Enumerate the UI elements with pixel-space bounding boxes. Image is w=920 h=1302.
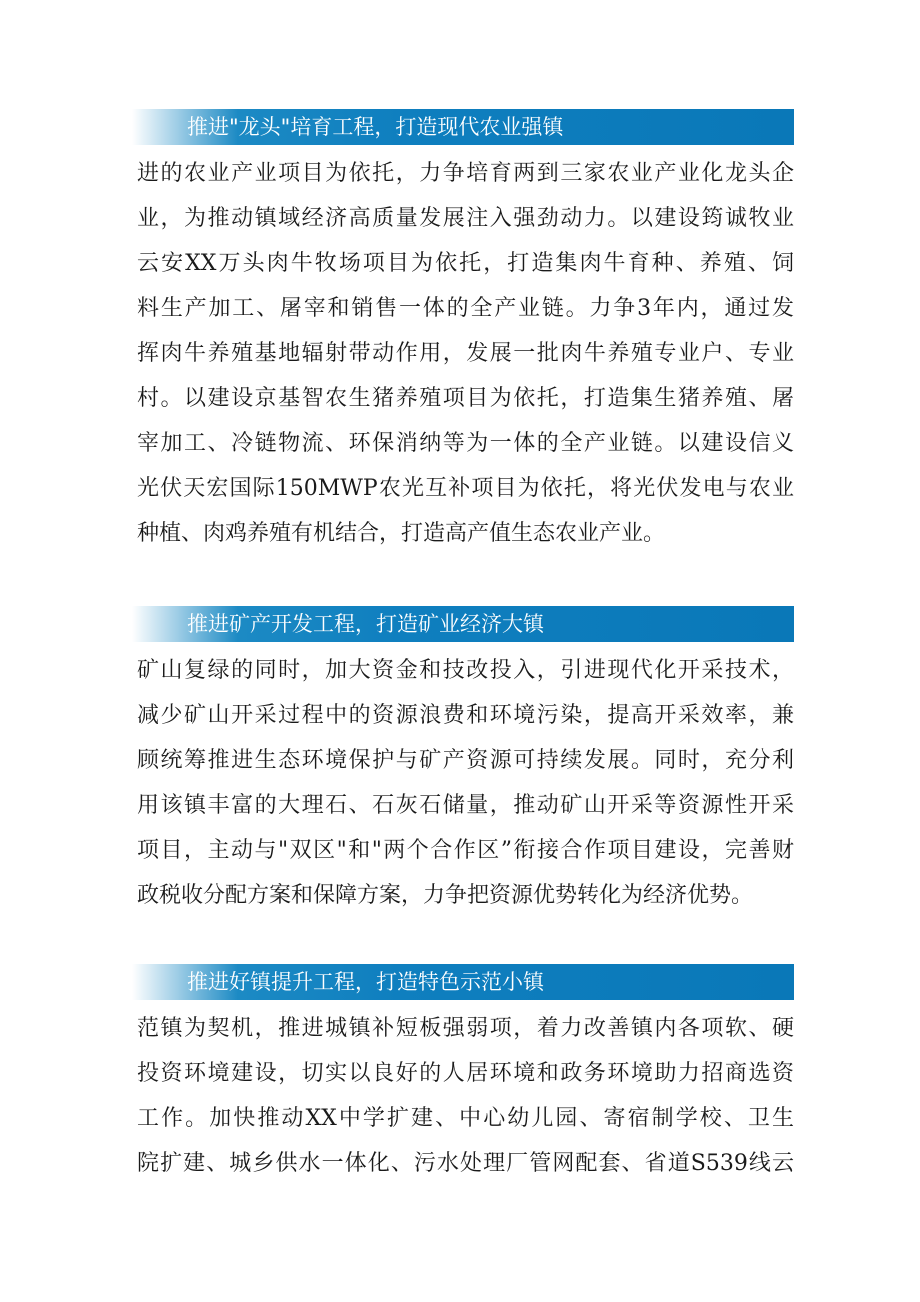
paragraph-line: 投资环境建设，切实以良好的人居环境和政务环境助力招商选资 bbox=[137, 1061, 794, 1086]
paragraph-line: 村。以建设京基智农生猪养殖项目为依托，打造集生猪养殖、屠 bbox=[137, 386, 794, 411]
paragraph-line: 挥肉牛养殖基地辐射带动作用，发展一批肉牛养殖专业户、专业 bbox=[137, 341, 794, 366]
paragraph-line: 矿山复绿的同时，加大资金和技改投入，引进现代化开采技术， bbox=[137, 658, 794, 683]
paragraph-line: 工作。加快推动XX中学扩建、中心幼儿园、寄宿制学校、卫生 bbox=[137, 1106, 794, 1131]
section-paragraph bbox=[132, 1006, 794, 1186]
paragraph-line: 料生产加工、屠宰和销售一体的全产业链。力争3年内，通过发 bbox=[137, 296, 794, 321]
paragraph-line: 院扩建、城乡供水一体化、污水处理厂管网配套、省道S539线云 bbox=[137, 1151, 794, 1176]
section-heading: 推进"龙头"培育工程，打造现代农业强镇 bbox=[132, 109, 794, 145]
section-paragraph bbox=[132, 151, 794, 556]
section-mining bbox=[132, 606, 794, 918]
paragraph-line: 范镇为契机，推进城镇补短板强弱项，着力改善镇内各项软、硬 bbox=[137, 1016, 794, 1041]
paragraph-line: 顾统筹推进生态环境保护与矿产资源可持续发展。同时，充分利 bbox=[137, 748, 794, 773]
section-town-upgrade bbox=[132, 964, 794, 1186]
paragraph-line: 减少矿山开采过程中的资源浪费和环境污染，提高开采效率，兼 bbox=[137, 703, 794, 728]
paragraph-line: 种植、肉鸡养殖有机结合，打造高产值生态农业产业。 bbox=[137, 521, 666, 546]
paragraph-line: 云安XX万头肉牛牧场项目为依托，打造集肉牛育种、养殖、饲 bbox=[137, 251, 794, 276]
section-heading: 推进好镇提升工程，打造特色示范小镇 bbox=[132, 964, 794, 1000]
paragraph-line: 光伏天宏国际150MWP农光互补项目为依托，将光伏发电与农业 bbox=[137, 476, 794, 501]
paragraph-line: 进的农业产业项目为依托，力争培育两到三家农业产业化龙头企 bbox=[137, 161, 794, 186]
paragraph-line: 政税收分配方案和保障方案，力争把资源优势转化为经济优势。 bbox=[137, 883, 754, 908]
section-heading: 推进矿产开发工程，打造矿业经济大镇 bbox=[132, 606, 794, 642]
section-dragon-head bbox=[132, 109, 794, 556]
paragraph-line: 项目，主动与"双区"和"两个合作区”衔接合作项目建设，完善财 bbox=[137, 838, 794, 863]
section-paragraph bbox=[132, 648, 794, 918]
paragraph-line: 业，为推动镇域经济高质量发展注入强劲动力。以建设筠诚牧业 bbox=[137, 206, 794, 231]
paragraph-line: 用该镇丰富的大理石、石灰石储量，推动矿山开采等资源性开采 bbox=[137, 793, 794, 818]
paragraph-line: 宰加工、冷链物流、环保消纳等为一体的全产业链。以建设信义 bbox=[137, 431, 794, 456]
